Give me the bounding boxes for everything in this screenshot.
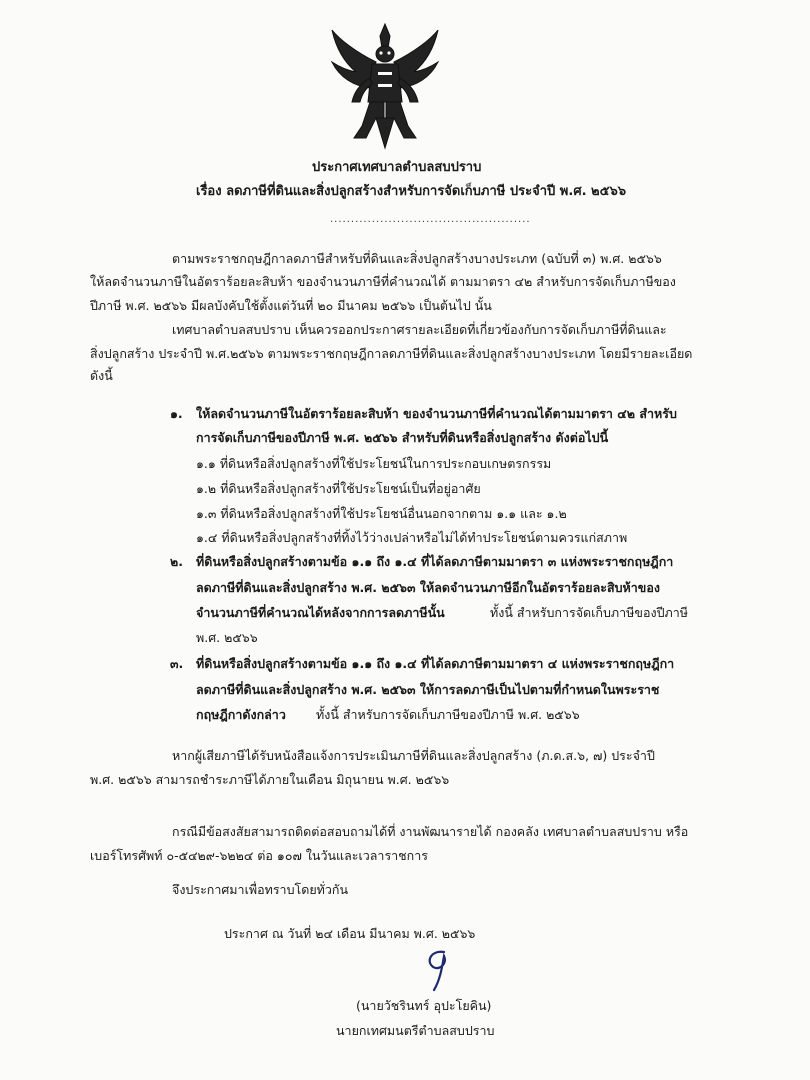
item-3-line-1: ที่ดินหรือสิ่งปลูกสร้างตามข้อ ๑.๑ ถึง ๑.๔ ที่ได้ลดภาษีตามมาตรา ๔ แห่งพระราชกฤษฎีกา xyxy=(196,656,675,671)
signatory-name: (นายวัชรินทร์ อุปะโยคิน) xyxy=(356,998,492,1013)
item-2-line-3-tail: ทั้งนี้ สำหรับการจัดเก็บภาษีของปีภาษี xyxy=(490,605,689,620)
signatory-position: นายกเทศมนตรีตำบลสบปราบ xyxy=(336,1023,495,1038)
item-3-number: ๓. xyxy=(170,656,184,671)
intro-line-5: สิ่งปลูกสร้าง ประจำปี พ.ศ.๒๕๖๖ ตามพระราชกฤษฎีกาลดภาษีที่ดินและสิ่งปลูกสร้างบางประเภท โดยมีรายละเอียด xyxy=(90,346,693,361)
item-1-sub-4: ๑.๔ ที่ดินหรือสิ่งปลูกสร้างที่ทิ้งไว้ว่างเปล่าหรือไม่ได้ทำประโยชน์ตามควรแก่สภาพ xyxy=(196,530,628,545)
item-1-number: ๑. xyxy=(170,406,183,421)
intro-line-6: ดังนี้ xyxy=(90,368,113,383)
intro-line-4: เทศบาลตำบลสบปราบ เห็นควรออกประกาศรายละเอียดที่เกี่ยวข้องกับการจัดเก็บภาษีที่ดินและ xyxy=(172,322,667,337)
payment-line-2: พ.ศ. ๒๕๖๖ สามารถชำระภาษีได้ภายในเดือน มิถุนายน พ.ศ. ๒๕๖๖ xyxy=(90,772,450,787)
header-separator: ................................................ xyxy=(330,214,531,225)
item-1-sub-1: ๑.๑ ที่ดินหรือสิ่งปลูกสร้างที่ใช้ประโยชน์ในการประกอบเกษตรกรรม xyxy=(196,456,552,471)
item-2-line-2: ลดภาษีที่ดินและสิ่งปลูกสร้าง พ.ศ. ๒๕๖๓ ให้ลดจำนวนภาษีอีกในอัตราร้อยละสิบห้าของ xyxy=(196,580,660,595)
closing-text: จึงประกาศมาเพื่อทราบโดยทั่วกัน xyxy=(172,882,349,897)
intro-line-2: ให้ลดจำนวนภาษีในอัตราร้อยละสิบห้า ของจำนวนภาษีที่คำนวณได้ ตามมาตรา ๔๒ สำหรับการจัดเก็บภาษีของ xyxy=(90,274,676,289)
announcement-title: ประกาศเทศบาลตำบลสบปราบ xyxy=(312,160,482,175)
item-2-line-4: พ.ศ. ๒๕๖๖ xyxy=(196,630,258,645)
announcement-subject: เรื่อง ลดภาษีที่ดินและสิ่งปลูกสร้างสำหรับการจัดเก็บภาษี ประจำปี พ.ศ. ๒๕๖๖ xyxy=(196,184,626,199)
item-2-line-3: จำนวนภาษีที่คำนวณได้หลังจากการลดภาษีนั้น xyxy=(196,605,445,620)
signature-icon xyxy=(418,946,458,994)
item-3-line-2: ลดภาษีที่ดินและสิ่งปลูกสร้าง พ.ศ. ๒๕๖๓ ให้การลดภาษีเป็นไปตามที่กำหนดในพระราช xyxy=(196,682,660,697)
garuda-emblem-icon xyxy=(326,22,444,152)
item-1-line-1: ให้ลดจำนวนภาษีในอัตราร้อยละสิบห้า ของจำนวนภาษีที่คำนวณได้ตามมาตรา ๔๒ สำหรับ xyxy=(196,406,677,421)
contact-line-2: เบอร์โทรศัพท์ ๐-๕๔๒๙-๖๒๒๔ ต่อ ๑๐๗ ในวันและเวลาราชการ xyxy=(90,848,428,863)
item-3-line-3-tail: ทั้งนี้ สำหรับการจัดเก็บภาษีของปีภาษี พ.ศ. ๒๕๖๖ xyxy=(316,707,580,722)
announcement-date: ประกาศ ณ วันที่ ๒๔ เดือน มีนาคม พ.ศ. ๒๕๖๖ xyxy=(224,926,476,941)
item-1-sub-3: ๑.๓ ที่ดินหรือสิ่งปลูกสร้างที่ใช้ประโยชน์อื่นนอกจากตาม ๑.๑ และ ๑.๒ xyxy=(196,506,567,521)
item-2-line-1: ที่ดินหรือสิ่งปลูกสร้างตามข้อ ๑.๑ ถึง ๑.๔ ที่ได้ลดภาษีตามมาตรา ๓ แห่งพระราชกฤษฎีกา xyxy=(196,554,674,569)
contact-line-1: กรณีมีข้อสงสัยสามารถติดต่อสอบถามได้ที่ งานพัฒนารายได้ กองคลัง เทศบาลตำบลสบปราบ หรือ xyxy=(172,824,689,839)
item-1-line-2: การจัดเก็บภาษีของปีภาษี พ.ศ. ๒๕๖๖ สำหรับที่ดินหรือสิ่งปลูกสร้าง ดังต่อไปนี้ xyxy=(196,430,609,445)
intro-line-3: ปีภาษี พ.ศ. ๒๕๖๖ มีผลบังคับใช้ตั้งแต่วันที่ ๒๐ มีนาคม ๒๕๖๖ เป็นต้นไป นั้น xyxy=(90,298,492,313)
item-3-line-3: กฤษฎีกาดังกล่าว xyxy=(196,707,286,722)
item-2-number: ๒. xyxy=(170,554,183,569)
payment-line-1: หากผู้เสียภาษีได้รับหนังสือแจ้งการประเมินภาษีที่ดินและสิ่งปลูกสร้าง (ภ.ด.ส.๖, ๗) ประจำปี xyxy=(172,748,655,763)
intro-line-1: ตามพระราชกฤษฎีกาลดภาษีสำหรับที่ดินและสิ่งปลูกสร้างบางประเภท (ฉบับที่ ๓) พ.ศ. ๒๕๖๖ xyxy=(172,251,662,266)
item-1-sub-2: ๑.๒ ที่ดินหรือสิ่งปลูกสร้างที่ใช้ประโยชน์เป็นที่อยู่อาศัย xyxy=(196,481,481,496)
